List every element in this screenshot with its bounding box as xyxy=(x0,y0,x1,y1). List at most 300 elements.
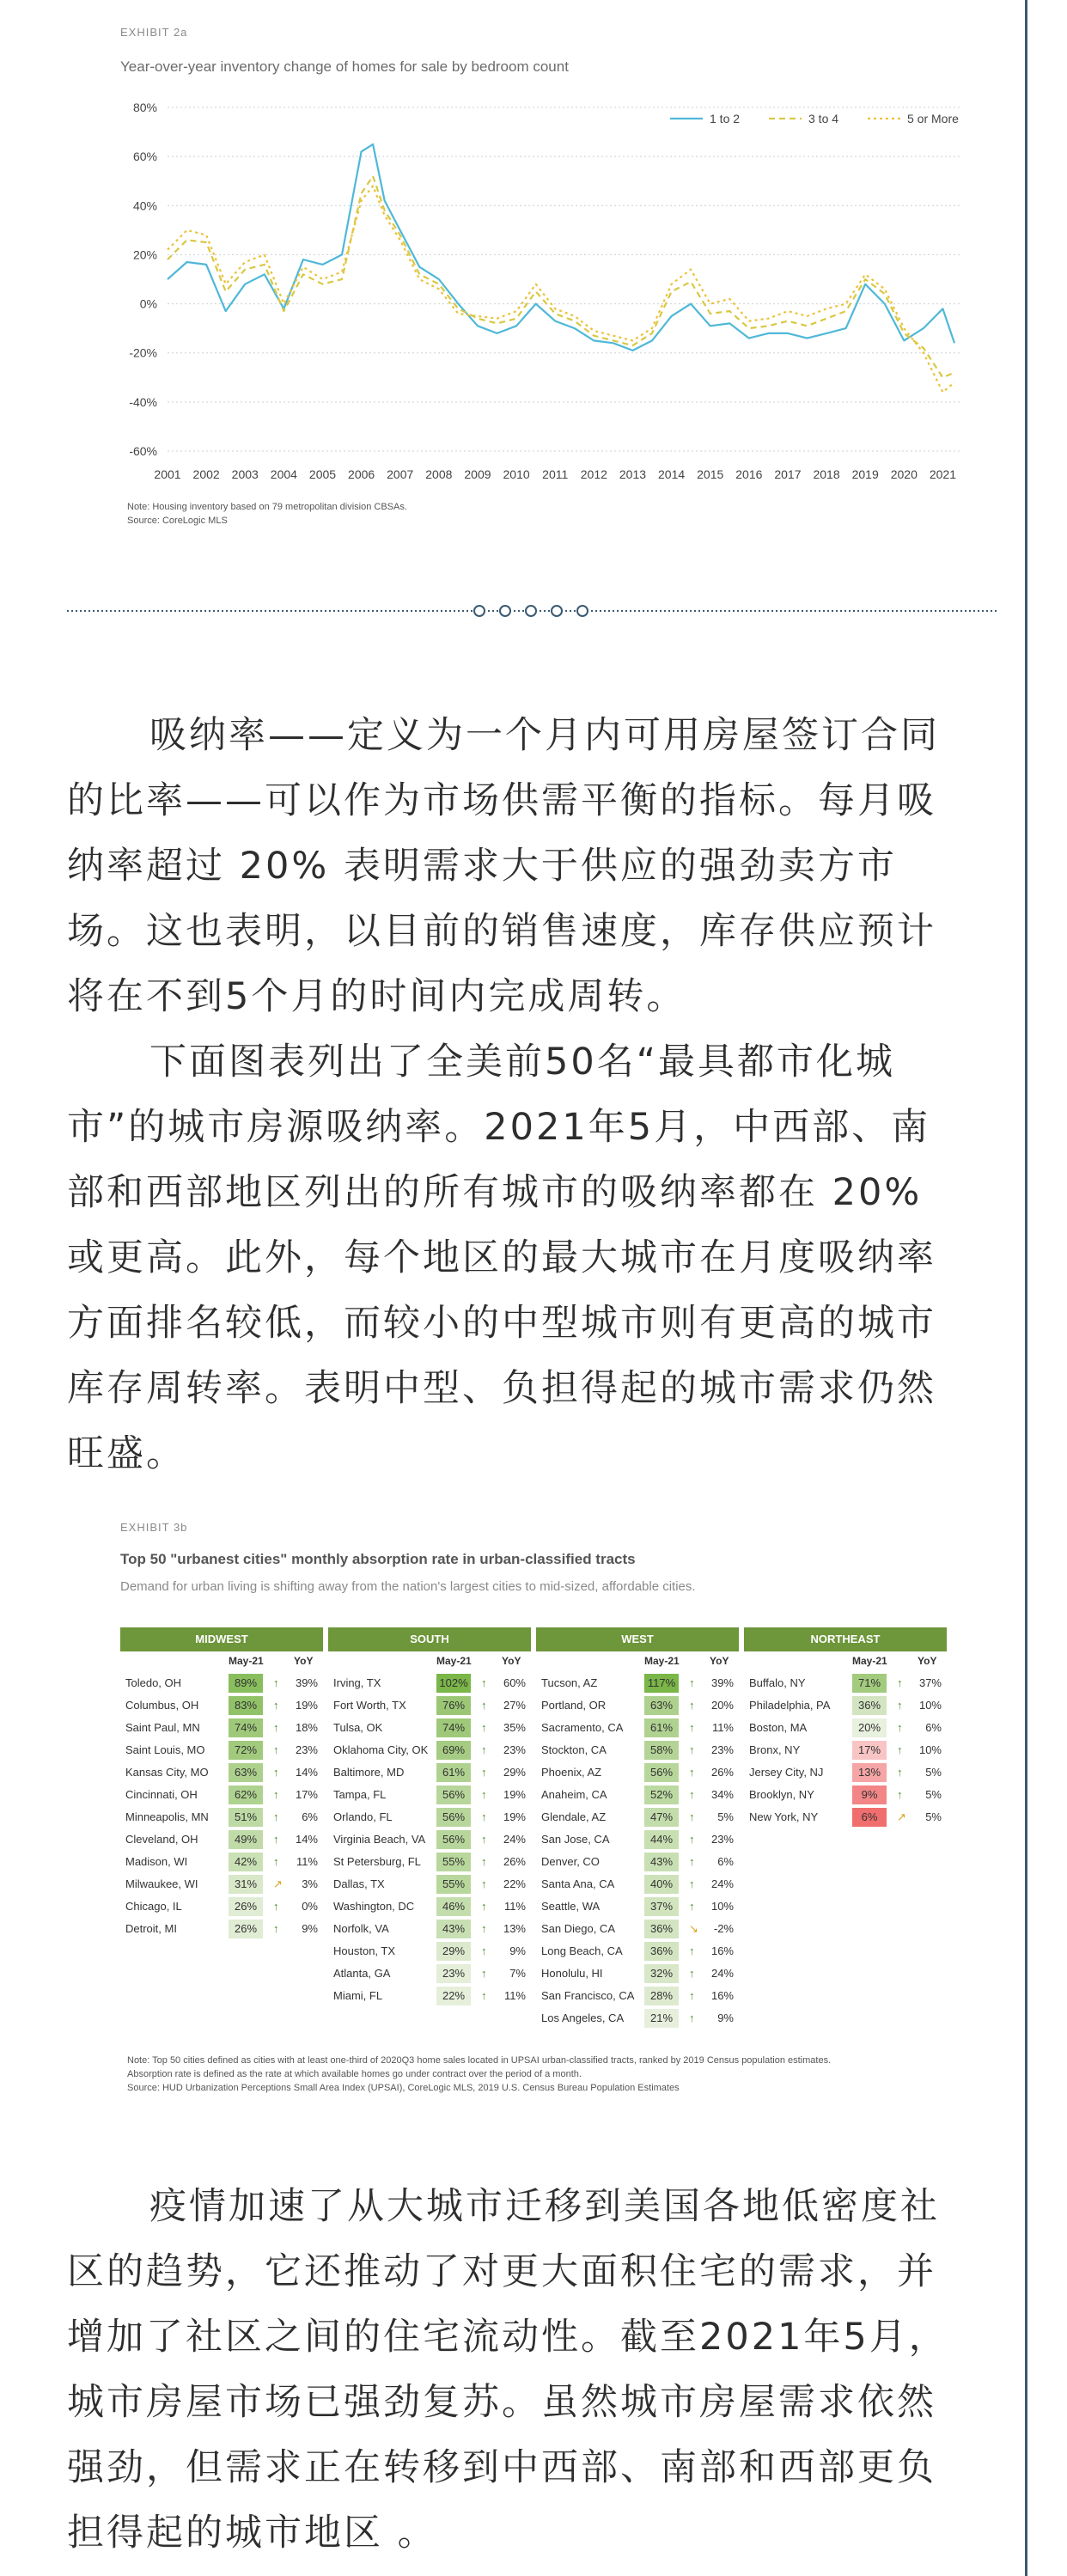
x-tick-label: 2009 xyxy=(464,467,491,481)
may-21-value: 21% xyxy=(644,2009,679,2028)
may-21-value: 13% xyxy=(852,1763,887,1782)
x-tick-label: 2015 xyxy=(697,467,724,481)
city-name: Detroit, MI xyxy=(125,1922,177,1935)
paragraph-line: 吸纳率——定义为一个月内可用房屋签订合同 xyxy=(149,714,940,757)
table-row xyxy=(744,1717,947,1739)
yoy-value: 19% xyxy=(295,1699,318,1712)
yoy-value: 24% xyxy=(503,1833,526,1846)
arrow-up-icon: ↑ xyxy=(481,1833,487,1846)
paragraph-line: 的比率——可以作为市场供需平衡的指标。每月吸 xyxy=(67,779,936,822)
arrow-up-icon: ↑ xyxy=(481,1967,487,1980)
city-name: Fort Worth, TX xyxy=(333,1699,406,1712)
yoy-value: 10% xyxy=(710,1900,734,1913)
may-21-value: 74% xyxy=(229,1718,263,1737)
yoy-value: 10% xyxy=(918,1699,942,1712)
table-row xyxy=(536,1873,739,1895)
x-tick-label: 2020 xyxy=(890,467,918,481)
yoy-value: 23% xyxy=(503,1743,526,1756)
city-name: Glendale, AZ xyxy=(541,1810,607,1823)
table-row xyxy=(120,1895,323,1918)
may-21-value: 102% xyxy=(436,1674,471,1693)
yoy-value: 5% xyxy=(925,1810,942,1823)
arrow-up-icon: ↑ xyxy=(689,1810,695,1823)
paragraph-urban-cities xyxy=(67,1029,997,1486)
exhibit-label: EXHIBIT 2a xyxy=(120,26,188,39)
col-header-may: May-21 xyxy=(852,1655,887,1667)
city-name: Stockton, CA xyxy=(541,1743,607,1756)
may-21-value: 6% xyxy=(852,1808,887,1827)
arrow-up-icon: ↑ xyxy=(689,1833,695,1846)
paragraph-line: 增加了社区之间的住宅流动性。截至2021年5月， xyxy=(67,2316,948,2359)
table-row xyxy=(120,1851,323,1873)
arrow-up-icon: ↑ xyxy=(273,1721,279,1734)
table-row xyxy=(120,1672,323,1694)
y-tick-label: -40% xyxy=(129,394,157,409)
table-row xyxy=(120,1739,323,1761)
yoy-value: 6% xyxy=(302,1810,318,1823)
may-21-value: 56% xyxy=(436,1830,471,1849)
yoy-value: 22% xyxy=(503,1877,526,1890)
chart-note: Note: Housing inventory based on 79 metropolitan division CBSAs. xyxy=(127,502,407,512)
arrow-up-icon: ↑ xyxy=(273,1743,279,1756)
table-row xyxy=(536,1985,739,2007)
city-name: Tulsa, OK xyxy=(333,1721,383,1734)
may-21-value: 72% xyxy=(229,1741,263,1760)
city-name: San Francisco, CA xyxy=(541,1989,635,2002)
x-tick-label: 2007 xyxy=(387,467,414,481)
col-header-may: May-21 xyxy=(644,1655,680,1667)
may-21-value: 55% xyxy=(436,1875,471,1894)
city-name: Saint Louis, MO xyxy=(125,1743,205,1756)
may-21-value: 42% xyxy=(229,1853,263,1871)
may-21-value: 22% xyxy=(436,1987,471,2005)
arrow-up-icon: ↑ xyxy=(897,1788,903,1801)
x-tick-label: 2006 xyxy=(348,467,375,481)
arrow-up-icon: ↑ xyxy=(689,1766,695,1779)
col-header-yoy: YoY xyxy=(710,1655,729,1667)
city-name: Boston, MA xyxy=(749,1721,808,1734)
may-21-value: 32% xyxy=(644,1964,679,1983)
series-line-5-or-more xyxy=(168,186,954,392)
table-note: Absorption rate is defined as the rate at which available homes go under contract over the period of a month. xyxy=(127,2069,582,2079)
chart-title: Year-over-year inventory change of homes for sale by bedroom count xyxy=(120,58,569,75)
y-tick-label: 20% xyxy=(132,247,157,262)
arrow-up-icon: ↑ xyxy=(897,1699,903,1712)
table-row xyxy=(120,1806,323,1828)
yoy-value: 34% xyxy=(710,1788,734,1801)
arrow-up-icon: ↑ xyxy=(689,1676,695,1689)
city-name: Honolulu, HI xyxy=(541,1967,603,1980)
table-row xyxy=(328,1739,531,1761)
city-name: Cincinnati, OH xyxy=(125,1788,198,1801)
paragraph-line: 方面排名较低，而较小的中型城市则有更高的城市 xyxy=(67,1302,936,1345)
paragraph-line: 旺盛。 xyxy=(67,1432,186,1475)
paragraph-line: 强劲，但需求正在转移到中西部、南部和西部更负 xyxy=(67,2446,936,2489)
arrow-up-icon: ↑ xyxy=(481,1922,487,1935)
table-row xyxy=(744,1761,947,1784)
table-row xyxy=(328,1940,531,1963)
city-name: Washington, DC xyxy=(333,1900,415,1913)
region-header-midwest: MIDWEST xyxy=(120,1627,323,1651)
table-subtitle: Demand for urban living is shifting away from the nation's largest cities to mid-sized, affordable cities. xyxy=(120,1579,696,1594)
city-name: Sacramento, CA xyxy=(541,1721,624,1734)
table-row xyxy=(536,1851,739,1873)
x-tick-label: 2012 xyxy=(580,467,607,481)
x-tick-label: 2018 xyxy=(813,467,840,481)
col-header-yoy: YoY xyxy=(502,1655,521,1667)
may-21-value: 44% xyxy=(644,1830,679,1849)
legend-label: 3 to 4 xyxy=(808,112,839,125)
table-row xyxy=(744,1672,947,1694)
city-name: Oklahoma City, OK xyxy=(333,1743,429,1756)
city-name: Seattle, WA xyxy=(541,1900,601,1913)
table-row xyxy=(120,1918,323,1940)
x-tick-label: 2016 xyxy=(735,467,763,481)
region-header-northeast: NORTHEAST xyxy=(744,1627,947,1651)
yoy-value: 23% xyxy=(295,1743,318,1756)
table-row xyxy=(536,1694,739,1717)
table-row xyxy=(120,1694,323,1717)
arrow-up-icon: ↑ xyxy=(689,1967,695,1980)
city-name: Philadelphia, PA xyxy=(749,1699,831,1712)
x-tick-label: 2003 xyxy=(231,467,259,481)
region-header-west: WEST xyxy=(536,1627,739,1651)
arrow-up-icon: ↑ xyxy=(689,1900,695,1913)
table-row xyxy=(328,1806,531,1828)
yoy-value: 39% xyxy=(710,1676,734,1689)
may-21-value: 36% xyxy=(644,1920,679,1938)
city-name: Baltimore, MD xyxy=(333,1766,405,1779)
table-row xyxy=(536,1761,739,1784)
city-name: Tucson, AZ xyxy=(541,1676,598,1689)
table-row xyxy=(744,1806,947,1828)
city-name: Long Beach, CA xyxy=(541,1944,623,1957)
yoy-value: 9% xyxy=(717,2011,734,2024)
table-row xyxy=(536,1895,739,1918)
arrow-up-icon: ↑ xyxy=(689,1699,695,1712)
arrow-up-icon: ↑ xyxy=(273,1810,279,1823)
arrow-up-icon: ↑ xyxy=(897,1743,903,1756)
paragraph-line: 担得起的城市地区 。 xyxy=(67,2512,437,2555)
may-21-value: 31% xyxy=(229,1875,263,1894)
city-name: Saint Paul, MN xyxy=(125,1721,200,1734)
paragraph-line: 或更高。此外，每个地区的最大城市在月度吸纳率 xyxy=(67,1236,936,1279)
city-name: Jersey City, NJ xyxy=(749,1766,824,1779)
may-21-value: 51% xyxy=(229,1808,263,1827)
arrow-up-icon: ↑ xyxy=(273,1676,279,1689)
arrow-up-icon: ↑ xyxy=(273,1855,279,1868)
may-21-value: 56% xyxy=(436,1785,471,1804)
table-row xyxy=(536,1739,739,1761)
region-table-northeast xyxy=(744,1651,947,1834)
table-row xyxy=(536,1672,739,1694)
yoy-value: 27% xyxy=(503,1699,526,1712)
may-21-value: 26% xyxy=(229,1920,263,1938)
table-row xyxy=(744,1784,947,1806)
arrow-up-icon: ↑ xyxy=(897,1766,903,1779)
city-name: Cleveland, OH xyxy=(125,1833,198,1846)
may-21-value: 40% xyxy=(644,1875,679,1894)
may-21-value: 29% xyxy=(436,1942,471,1961)
yoy-value: 14% xyxy=(295,1766,318,1779)
table-row xyxy=(328,1694,531,1717)
arrow-up-icon: ↑ xyxy=(689,1743,695,1756)
yoy-value: 5% xyxy=(925,1766,942,1779)
may-21-value: 43% xyxy=(644,1853,679,1871)
x-tick-label: 2019 xyxy=(851,467,879,481)
yoy-value: 23% xyxy=(710,1833,734,1846)
table-row xyxy=(120,1761,323,1784)
paragraph-line: 场。这也表明，以目前的销售速度，库存供应预计 xyxy=(67,910,936,953)
city-name: Columbus, OH xyxy=(125,1699,199,1712)
yoy-value: 60% xyxy=(503,1676,526,1689)
table-row xyxy=(536,1717,739,1739)
region-header-south: SOUTH xyxy=(328,1627,531,1651)
x-tick-label: 2004 xyxy=(270,467,297,481)
region-table-south xyxy=(328,1651,531,2012)
may-21-value: 63% xyxy=(229,1763,263,1782)
city-name: Brooklyn, NY xyxy=(749,1788,814,1801)
paragraph-line: 部和西部地区列出的所有城市的吸纳率都在 20% xyxy=(67,1171,923,1214)
arrow-up-icon: ↑ xyxy=(689,1855,695,1868)
yoy-value: 26% xyxy=(503,1855,526,1868)
may-21-value: 36% xyxy=(852,1696,887,1715)
yoy-value: 11% xyxy=(503,1989,526,2002)
yoy-value: 7% xyxy=(509,1967,526,1980)
col-header-may: May-21 xyxy=(436,1655,472,1667)
table-source: Source: HUD Urbanization Perceptions Small Area Index (UPSAI), CoreLogic MLS, 2019 U.S. Census Bureau Population Estimates xyxy=(127,2083,680,2093)
may-21-value: 58% xyxy=(644,1741,679,1760)
city-name: Portland, OR xyxy=(541,1699,607,1712)
table-note: Note: Top 50 cities defined as cities with at least one-third of 2020Q3 home sales located in UPSAI urban-classified tracts, ranked by 2019 Census population estimates. xyxy=(127,2055,832,2066)
table-row xyxy=(120,1784,323,1806)
yoy-value: 0% xyxy=(302,1900,318,1913)
arrow-up-icon: ↑ xyxy=(689,1721,695,1734)
may-21-value: 9% xyxy=(852,1785,887,1804)
may-21-value: 83% xyxy=(229,1696,263,1715)
may-21-value: 49% xyxy=(229,1830,263,1849)
table-row xyxy=(744,1694,947,1717)
may-21-value: 26% xyxy=(229,1897,263,1916)
table-row xyxy=(536,1963,739,1985)
city-name: San Jose, CA xyxy=(541,1833,610,1846)
may-21-value: 36% xyxy=(644,1942,679,1961)
paragraph-line: 疫情加速了从大城市迁移到美国各地低密度社 xyxy=(149,2185,940,2228)
city-name: Madison, WI xyxy=(125,1855,188,1868)
y-tick-label: 0% xyxy=(139,296,157,311)
yoy-value: 11% xyxy=(503,1900,526,1913)
arrow-down-right-icon: ↘ xyxy=(689,1922,698,1935)
city-name: Santa Ana, CA xyxy=(541,1877,615,1890)
may-21-value: 52% xyxy=(644,1785,679,1804)
y-tick-label: -60% xyxy=(129,444,157,458)
may-21-value: 117% xyxy=(644,1674,679,1693)
arrow-up-icon: ↑ xyxy=(481,1900,487,1913)
city-name: St Petersburg, FL xyxy=(333,1855,421,1868)
yoy-value: 26% xyxy=(710,1766,734,1779)
table-row xyxy=(328,1985,531,2007)
may-21-value: 61% xyxy=(436,1763,471,1782)
y-tick-label: 80% xyxy=(132,101,157,114)
table-row xyxy=(328,1963,531,1985)
yoy-value: 3% xyxy=(302,1877,318,1890)
arrow-up-icon: ↑ xyxy=(273,1922,279,1935)
table-row xyxy=(536,1828,739,1851)
table-row xyxy=(536,1940,739,1963)
city-name: Bronx, NY xyxy=(749,1743,801,1756)
yoy-value: 23% xyxy=(710,1743,734,1756)
arrow-up-icon: ↑ xyxy=(481,1877,487,1890)
paragraph-line: 城市房屋市场已强劲复苏。虽然城市房屋需求依然 xyxy=(67,2381,936,2424)
table-row xyxy=(328,1717,531,1739)
yoy-value: 9% xyxy=(302,1922,318,1935)
table-row xyxy=(328,1851,531,1873)
arrow-up-icon: ↑ xyxy=(689,1944,695,1957)
table-row xyxy=(744,1739,947,1761)
arrow-up-icon: ↑ xyxy=(689,2011,695,2024)
paragraph-line: 将在不到5个月的时间内完成周转。 xyxy=(67,975,686,1018)
table-row xyxy=(536,1806,739,1828)
region-table-midwest xyxy=(120,1651,323,1945)
may-21-value: 74% xyxy=(436,1718,471,1737)
table-row xyxy=(328,1784,531,1806)
yoy-value: 39% xyxy=(295,1676,318,1689)
yoy-value: 10% xyxy=(918,1743,942,1756)
col-header-may: May-21 xyxy=(229,1655,264,1667)
city-name: Denver, CO xyxy=(541,1855,600,1868)
may-21-value: 47% xyxy=(644,1808,679,1827)
table-row xyxy=(328,1895,531,1918)
arrow-up-icon: ↑ xyxy=(481,1989,487,2002)
city-name: Dallas, TX xyxy=(333,1877,385,1890)
city-name: Toledo, OH xyxy=(125,1676,182,1689)
arrow-up-icon: ↑ xyxy=(689,1989,695,2002)
may-21-value: 37% xyxy=(644,1897,679,1916)
table-row xyxy=(328,1918,531,1940)
x-tick-label: 2014 xyxy=(658,467,686,481)
x-tick-label: 2021 xyxy=(929,467,957,481)
legend-label: 5 or More xyxy=(907,112,959,125)
may-21-value: 62% xyxy=(229,1785,263,1804)
arrow-up-icon: ↑ xyxy=(273,1788,279,1801)
arrow-up-icon: ↑ xyxy=(897,1676,903,1689)
city-name: Virginia Beach, VA xyxy=(333,1833,426,1846)
may-21-value: 89% xyxy=(229,1674,263,1693)
arrow-up-icon: ↑ xyxy=(481,1699,487,1712)
table-row xyxy=(328,1672,531,1694)
yoy-value: 29% xyxy=(503,1766,526,1779)
city-name: Irving, TX xyxy=(333,1676,381,1689)
x-tick-label: 2001 xyxy=(154,467,181,481)
table-row xyxy=(120,1828,323,1851)
arrow-up-icon: ↑ xyxy=(689,1788,695,1801)
chart-source: Source: CoreLogic MLS xyxy=(127,516,228,526)
yoy-value: 14% xyxy=(295,1833,318,1846)
arrow-up-icon: ↑ xyxy=(273,1833,279,1846)
paragraph-line: 市”的城市房源吸纳率。2021年5月，中西部、南 xyxy=(67,1106,931,1149)
may-21-value: 43% xyxy=(436,1920,471,1938)
yoy-value: 5% xyxy=(925,1788,942,1801)
arrow-up-icon: ↑ xyxy=(481,1855,487,1868)
yoy-value: 16% xyxy=(710,1944,734,1957)
legend-label: 1 to 2 xyxy=(710,112,741,125)
paragraph-line: 纳率超过 20% 表明需求大于供应的强劲卖方市 xyxy=(67,845,897,888)
city-name: Kansas City, MO xyxy=(125,1766,209,1779)
y-tick-label: 60% xyxy=(132,150,157,164)
city-name: Orlando, FL xyxy=(333,1810,393,1823)
yoy-value: 35% xyxy=(503,1721,526,1734)
city-name: New York, NY xyxy=(749,1810,819,1823)
table-row xyxy=(536,2007,739,2030)
city-name: Buffalo, NY xyxy=(749,1676,806,1689)
arrow-up-right-icon: ↗ xyxy=(897,1810,906,1823)
may-21-value: 23% xyxy=(436,1964,471,1983)
y-tick-label: 40% xyxy=(132,198,157,213)
region-table-west xyxy=(536,1651,739,2035)
city-name: Minneapolis, MN xyxy=(125,1810,209,1823)
arrow-up-icon: ↑ xyxy=(689,1877,695,1890)
city-name: Atlanta, GA xyxy=(333,1967,391,1980)
x-tick-label: 2010 xyxy=(503,467,530,481)
yoy-value: 13% xyxy=(503,1922,526,1935)
paragraph-line: 区的趋势，它还推动了对更大面积住宅的需求，并 xyxy=(67,2250,936,2293)
arrow-up-icon: ↑ xyxy=(481,1743,487,1756)
may-21-value: 69% xyxy=(436,1741,471,1760)
yoy-value: 18% xyxy=(295,1721,318,1734)
yoy-value: 6% xyxy=(925,1721,942,1734)
paragraph-line: 下面图表列出了全美前50名“最具都市化城 xyxy=(149,1041,895,1084)
yoy-value: 17% xyxy=(295,1788,318,1801)
yoy-value: -2% xyxy=(713,1922,734,1935)
exhibit-label: EXHIBIT 3b xyxy=(120,1521,188,1534)
arrow-up-icon: ↑ xyxy=(273,1766,279,1779)
city-name: Miami, FL xyxy=(333,1989,383,2002)
may-21-value: 17% xyxy=(852,1741,887,1760)
table-row xyxy=(536,1784,739,1806)
arrow-up-icon: ↑ xyxy=(481,1766,487,1779)
city-name: Houston, TX xyxy=(333,1944,396,1957)
x-tick-label: 2013 xyxy=(619,467,647,481)
paragraph-pandemic-trend xyxy=(67,2174,997,2566)
arrow-up-icon: ↑ xyxy=(481,1810,487,1823)
yoy-value: 11% xyxy=(711,1721,734,1734)
inventory-line-chart xyxy=(0,86,1067,533)
x-tick-label: 2017 xyxy=(774,467,802,481)
yoy-value: 16% xyxy=(710,1989,734,2002)
arrow-up-icon: ↑ xyxy=(481,1721,487,1734)
city-name: Anaheim, CA xyxy=(541,1788,607,1801)
table-row xyxy=(536,1918,739,1940)
x-tick-label: 2002 xyxy=(192,467,220,481)
table-title: Top 50 "urbanest cities" monthly absorption rate in urban-classified tracts xyxy=(120,1551,636,1567)
may-21-value: 61% xyxy=(644,1718,679,1737)
yoy-value: 20% xyxy=(710,1699,734,1712)
y-tick-label: -20% xyxy=(129,345,157,360)
yoy-value: 6% xyxy=(717,1855,734,1868)
may-21-value: 71% xyxy=(852,1674,887,1693)
city-name: San Diego, CA xyxy=(541,1922,615,1935)
arrow-up-icon: ↑ xyxy=(273,1699,279,1712)
may-21-value: 46% xyxy=(436,1897,471,1916)
table-row xyxy=(120,1873,323,1895)
may-21-value: 76% xyxy=(436,1696,471,1715)
may-21-value: 20% xyxy=(852,1718,887,1737)
yoy-value: 9% xyxy=(509,1944,526,1957)
yoy-value: 24% xyxy=(710,1877,734,1890)
table-row xyxy=(328,1828,531,1851)
arrow-up-right-icon: ↗ xyxy=(273,1877,283,1890)
city-name: Phoenix, AZ xyxy=(541,1766,602,1779)
